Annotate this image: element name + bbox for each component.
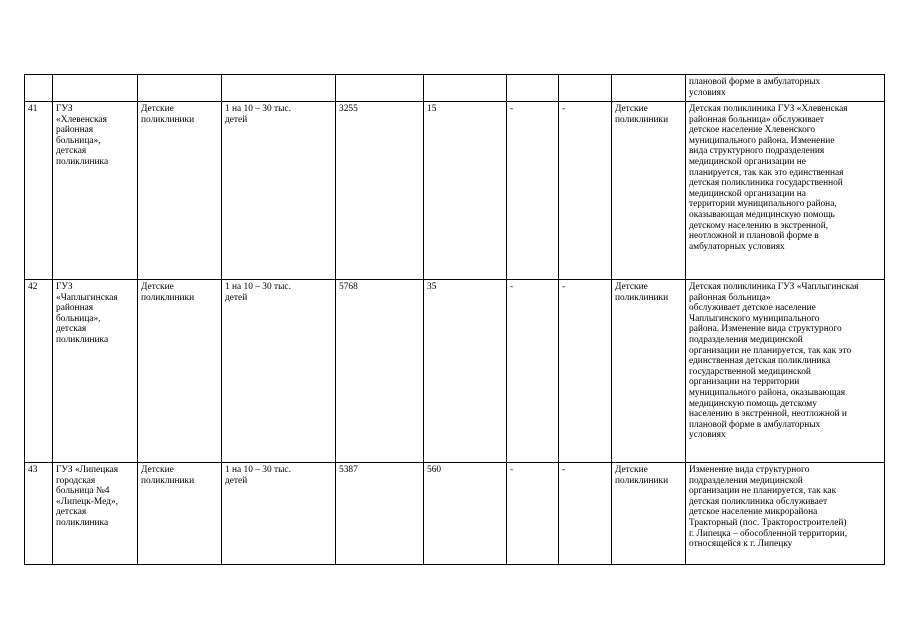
cell-norm: 1 на 10 – 30 тыс. детей <box>222 102 336 280</box>
cell-col8: - <box>559 280 612 463</box>
cell-col7: - <box>507 463 559 565</box>
table-row <box>25 280 885 463</box>
cell-unit-type: Детские поликлиники <box>138 463 222 565</box>
cell-visits <box>424 75 507 102</box>
cell-number: 41 <box>25 102 53 280</box>
cell-col8: - <box>559 102 612 280</box>
cell-unit-type <box>138 75 222 102</box>
cell-population: 3255 <box>336 102 424 280</box>
cell-population: 5387 <box>336 463 424 565</box>
cell-visits: 15 <box>424 102 507 280</box>
table-body <box>25 75 885 565</box>
cell-organization <box>53 75 138 102</box>
cell-new-type: Детские поликлиники <box>612 102 686 280</box>
document-table <box>24 74 885 565</box>
cell-number <box>25 75 53 102</box>
cell-visits: 560 <box>424 463 507 565</box>
cell-unit-type: Детские поликлиники <box>138 280 222 463</box>
cell-population <box>336 75 424 102</box>
cell-norm: 1 на 10 – 30 тыс. детей <box>222 280 336 463</box>
cell-new-type <box>612 75 686 102</box>
cell-note: Изменение вида структурного подразделения медицинской организации не планируется, так как детская поликлиника обслуживает детское население микрорайона Тракторный (пос. Тракторостроителей) г. Липецка – обособленной территории, относящейся к г. Липецку <box>686 463 885 565</box>
cell-col8 <box>559 75 612 102</box>
cell-new-type: Детские поликлиники <box>612 463 686 565</box>
cell-note: Детская поликлиника ГУЗ «Чаплыгинская районная больница» обслуживает детское население Чаплыгинского муниципального района. Изменение вида структурного подразделения медицинской организации не планируется, так как это единственная детская поликлиника государственной медицинской организации на территории муниципального района, оказывающая медицинскую помощь детскому населению в экстренной, неотложной и плановой форме в амбулаторных условиях <box>686 280 885 463</box>
cell-number: 43 <box>25 463 53 565</box>
cell-visits: 35 <box>424 280 507 463</box>
cell-col7 <box>507 75 559 102</box>
table-row <box>25 75 885 102</box>
cell-new-type: Детские поликлиники <box>612 280 686 463</box>
cell-col8: - <box>559 463 612 565</box>
cell-population: 5768 <box>336 280 424 463</box>
cell-organization: ГУЗ «Хлевенская районная больница», детская поликлиника <box>53 102 138 280</box>
cell-organization: ГУЗ «Чаплыгинская районная больница», детская поликлиника <box>53 280 138 463</box>
cell-norm <box>222 75 336 102</box>
cell-note: плановой форме в амбулаторных условиях <box>686 75 885 102</box>
cell-number: 42 <box>25 280 53 463</box>
cell-note: Детская поликлиника ГУЗ «Хлевенская районная больница» обслуживает детское население Хлевенского муниципального района. Изменение вида структурного подразделения медицинской организации не планируется, так как это единственная детская поликлиника государственной медицинской организации на территории муниципального района, оказывающая медицинскую помощь детскому населению в экстренной, неотложной и плановой форме в амбулаторных условиях <box>686 102 885 280</box>
cell-norm: 1 на 10 – 30 тыс. детей <box>222 463 336 565</box>
table-row <box>25 102 885 280</box>
table-row <box>25 463 885 565</box>
cell-organization: ГУЗ «Липецкая городская больница №4 «Липецк-Мед», детская поликлиника <box>53 463 138 565</box>
cell-col7: - <box>507 102 559 280</box>
cell-unit-type: Детские поликлиники <box>138 102 222 280</box>
cell-col7: - <box>507 280 559 463</box>
